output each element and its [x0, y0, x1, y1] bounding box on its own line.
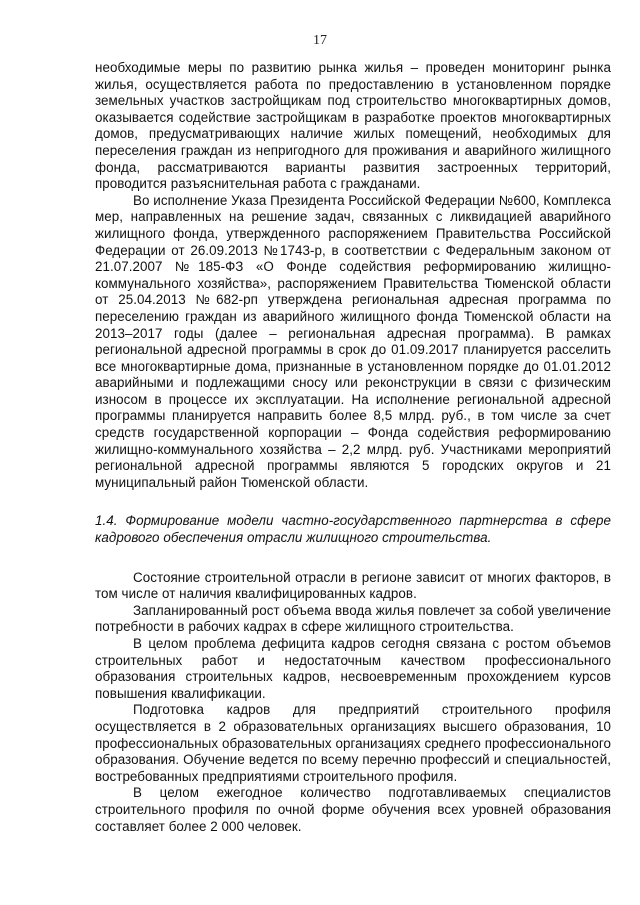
paragraph-staff-shortage: В целом проблема дефицита кадров сегодня связана с ростом объемов строительных работ и недостаточным качеством профессионального образования строительных кадров, несвоевременным прохождением курсов повышения квалификации.	[95, 636, 611, 701]
paragraph-training: Подготовка кадров для предприятий строительного профиля осуществляется в 2 образовательных организациях высшего образования, 10 профессиональных образовательных организациях среднего профессионального образования. Обучение ведется по всему перечню профессий и специальностей, востребованных предприятиями строительного профиля.	[95, 702, 611, 784]
paragraph-decree: Во исполнение Указа Президента Российской Федерации №600, Комплекса мер, направленных на решение задач, связанных с ликвидацией аварийного жилищного фонда, утвержденного распоряжением Правительства Российской Федерации от 26.09.2013 №1743-р, в соответствии с Федеральным законом от 21.07.2007 №185-ФЗ «О Фонде содействия реформированию жилищно-коммунального хозяйства», распоряжением Правительства Тюменской области от 25.04.2013 №682-рп утверждена региональная адресная программа по переселению граждан из аварийного жилищного фонда Тюменской области на 2013–2017 годы (далее – региональная адресная программа). В рамках региональной адресной программы в срок до 01.09.2017 планируется расселить все многоквартирные дома, признанные в установленном порядке до 01.01.2012 аварийными и подлежащими сносу или реконструкции в связи с физическим износом в процессе их эксплуатации. На исполнение региональной адресной программы планируется направить более 8,5 млрд. руб., в том числе за счет средств государственной корпорации – Фонда содействия реформированию жилищно-коммунального хозяйства – 2,2 млрд. руб. Участниками мероприятий региональной адресной программы являются 5 городских округов и 21 муниципальный район Тюменской области.	[95, 192, 611, 490]
paragraph-housing-growth: Запланированный рост объема ввода жилья повлечет за собой увеличение потребности в рабочих кадрах в сфере жилищного строительства.	[95, 602, 611, 635]
paragraph-industry-state: Состояние строительной отрасли в регионе зависит от многих факторов, в том числе от наличия квалифицированных кадров.	[95, 569, 611, 602]
document-body	[95, 60, 611, 835]
section-heading: 1.4. Формирование модели частно-государственного партнерства в сфере кадрового обеспечения отрасли жилищного строительства.	[95, 513, 611, 546]
page-number: 17	[313, 33, 327, 48]
paragraph-annual-count: В целом ежегодное количество подготавливаемых специалистов строительного профиля по очной форме обучения всех уровней образования составляет более 2 000 человек.	[95, 785, 611, 834]
paragraph-continued: необходимые меры по развитию рынка жилья – проведен мониторинг рынка жилья, осуществляется работа по предоставлению в установленном порядке земельных участков застройщикам под строительство многоквартирных домов, оказывается содействие застройщикам в разработке проектов многоквартирных домов, предусматривающих наличие жилых помещений, необходимых для переселения граждан из непригодного для проживания и аварийного жилищного фонда, рассматриваются варианты развития застроенных территорий, проводится разъяснительная работа с гражданами.	[95, 60, 611, 192]
